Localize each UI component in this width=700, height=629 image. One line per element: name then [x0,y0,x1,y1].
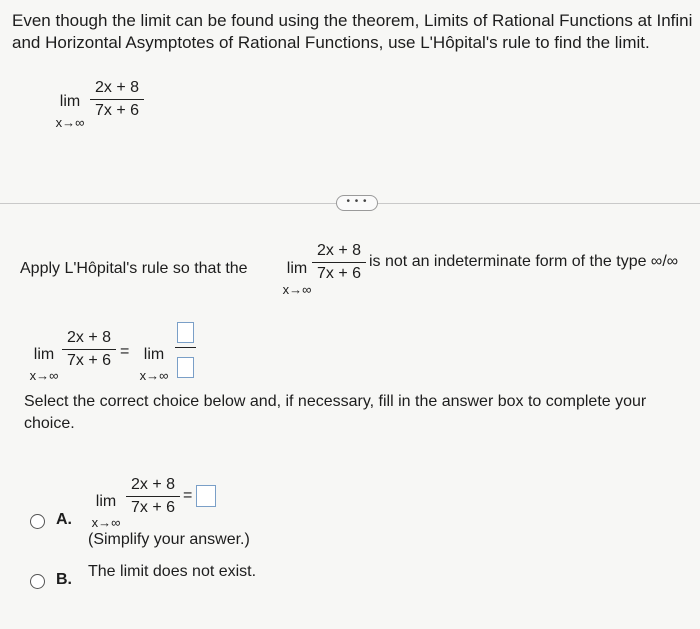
fraction-bar [62,349,116,350]
option-a-radio[interactable] [30,514,45,529]
apply-fraction [312,242,366,283]
option-b-text: The limit does not exist. [88,563,257,580]
lhopital-right-limit [134,346,174,383]
instruction-text [24,391,694,435]
lim-label: lim [33,346,55,363]
option-a-letter: A. [56,511,72,528]
option-a-hint: (Simplify your answer.) [88,531,250,548]
lim-subscript: x→∞ [282,282,312,297]
equals-sign: = [183,487,193,504]
problem-statement [12,10,700,54]
apply-text-before: Apply L'Hôpital's rule so that the [20,260,248,277]
instruction-line-2: choice. [24,415,75,432]
lim-subscript: x→∞ [29,368,59,383]
fraction-numerator: 2x + 8 [316,242,362,259]
option-a-fraction [126,476,180,517]
lim-subscript: x→∞ [91,515,121,530]
problem-line-2: and Horizontal Asymptotes of Rational Functions, use L'Hôpital's rule to find the limit. [12,33,650,52]
instruction-line-1: Select the correct choice below and, if necessary, fill in the answer box to complete your [24,393,647,410]
fraction-denominator: 7x + 6 [130,499,176,516]
lim-subscript: x→∞ [139,368,169,383]
fraction-denominator: 7x + 6 [94,102,140,119]
fraction-numerator: 2x + 8 [130,476,176,493]
option-b-radio[interactable] [30,574,45,589]
fraction-bar [126,496,180,497]
option-b-letter: B. [56,571,72,588]
fraction-bar [90,99,144,100]
fraction-denominator: 7x + 6 [316,265,362,282]
lim-label: lim [143,346,165,363]
expand-more-button[interactable]: • • • [336,195,378,211]
option-a-answer-input[interactable] [196,485,216,507]
lim-label: lim [95,493,117,510]
equals-sign: = [120,343,130,360]
fraction-numerator: 2x + 8 [94,79,140,96]
apply-text-after: is not an indeterminate form of the type ∞/∞ [369,253,679,270]
option-a-limit [86,493,126,530]
input-fraction-bar [175,347,196,348]
derivative-numerator-input[interactable] [177,322,194,343]
lhopital-left-limit [24,346,64,383]
lim-label: lim [286,260,308,277]
fraction-denominator: 7x + 6 [66,352,112,369]
lim-subscript: x→∞ [55,115,85,130]
problem-line-1: Even though the limit can be found using the theorem, Limits of Rational Functions at Infini [12,11,693,30]
main-limit [50,93,90,130]
fraction-bar [312,262,366,263]
fraction-numerator: 2x + 8 [66,329,112,346]
derivative-denominator-input[interactable] [177,357,194,378]
lim-label: lim [59,93,81,110]
main-fraction [90,79,144,120]
lhopital-left-fraction [62,329,116,370]
